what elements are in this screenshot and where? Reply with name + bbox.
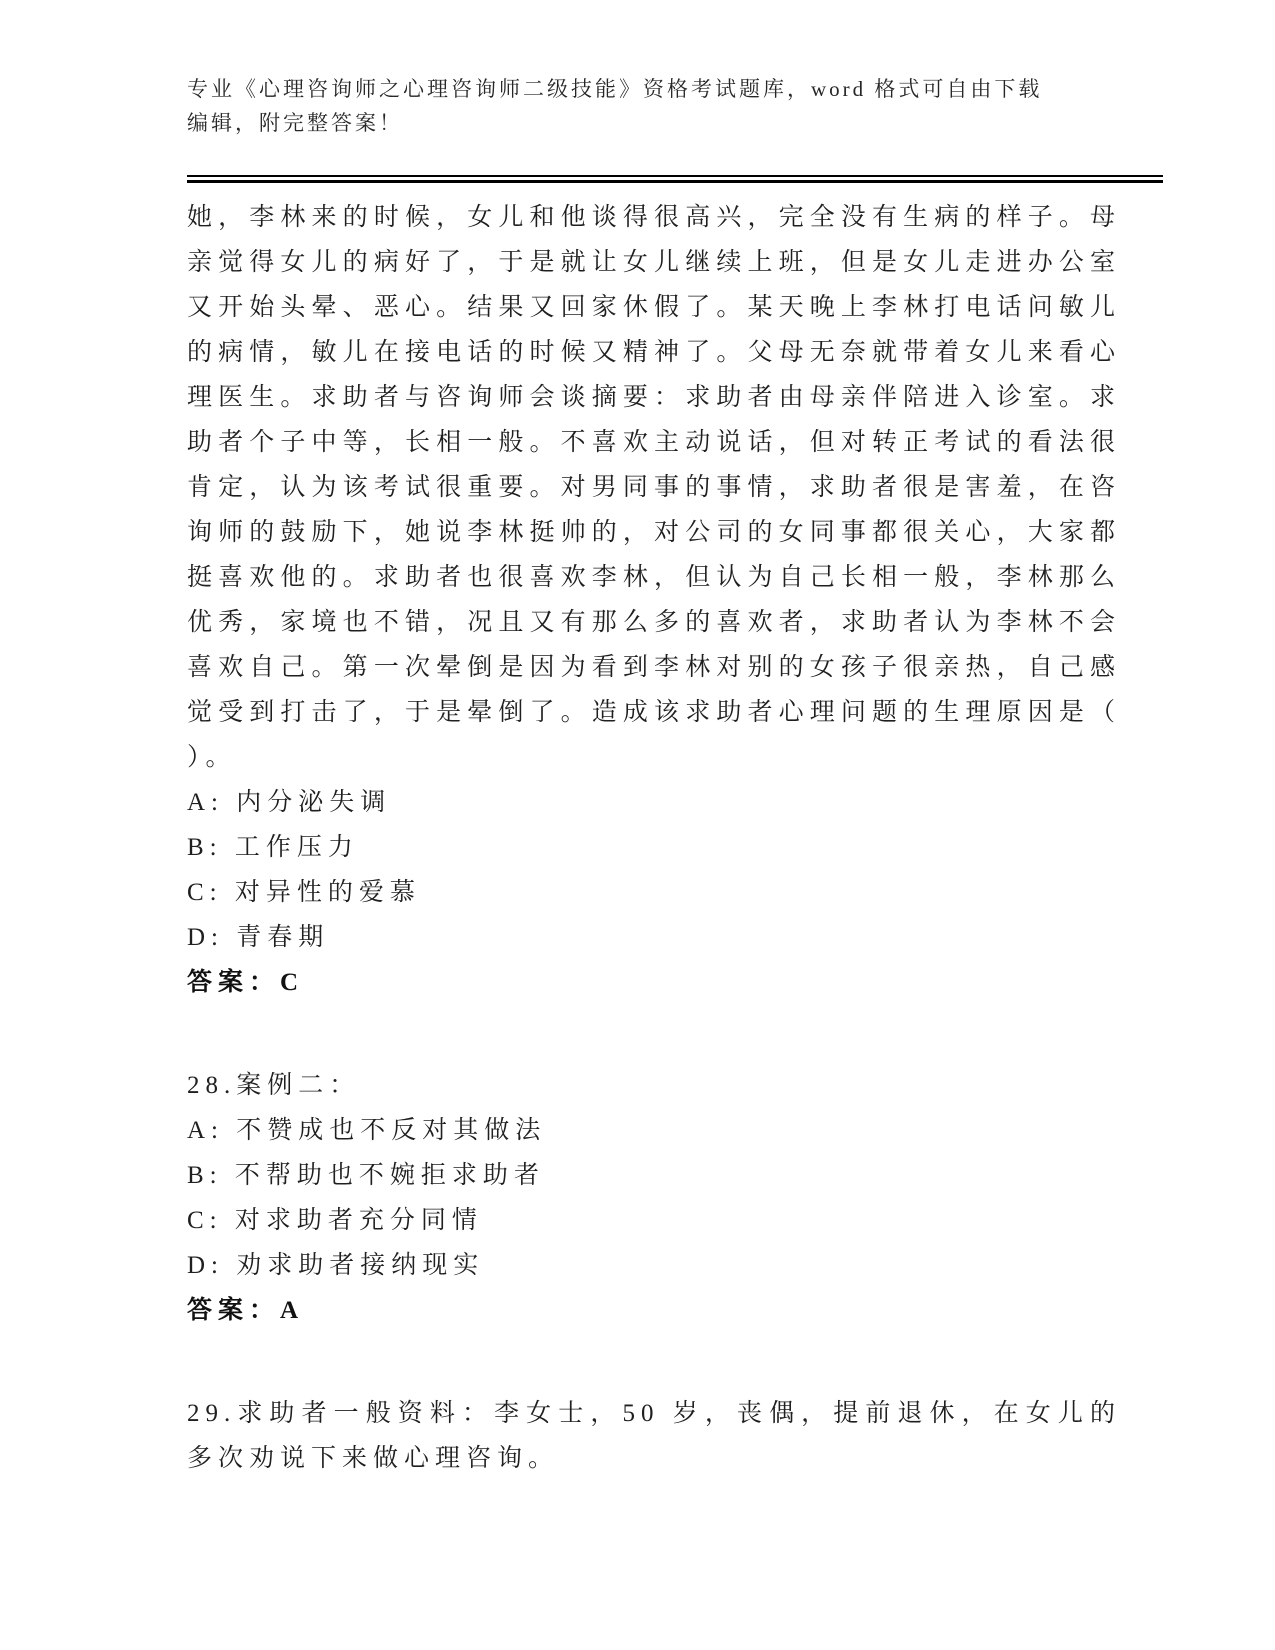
question-27-option-d: D: 青春期: [187, 924, 330, 951]
page-header: [187, 0, 1121, 140]
question-27-answer: 答案：C: [187, 969, 305, 996]
page-content: [187, 0, 1163, 1481]
header-rule: [187, 175, 1163, 183]
question-28-number: 28.: [187, 1072, 237, 1099]
question-28-option-d: D: 劝求助者接纳现实: [187, 1252, 485, 1279]
question-29-text: [187, 1391, 1121, 1481]
question-28-answer: 答案：A: [187, 1297, 305, 1324]
question-28-option-c: C: 对求助者充分同情: [187, 1207, 483, 1234]
question-28-option-a: A: 不赞成也不反对其做法: [187, 1117, 547, 1144]
question-28-label: 案例二：: [236, 1072, 361, 1099]
question-29-body: 求助者一般资料：李女士，50 岁，丧偶，提前退休，在女儿的多次劝说下来做心理咨询。: [187, 1400, 1121, 1472]
question-27-option-c: C: 对异性的爱慕: [187, 879, 421, 906]
question-27-continuation-text: 她，李林来的时候，女儿和他谈得很高兴，完全没有生病的样子。母亲觉得女儿的病好了，于是就让女儿继续上班，但是女儿走进办公室又开始头晕、恶心。结果又回家休假了。某天晚上李林打电话问敏儿的病情，敏儿在接电话的时候又精神了。父母无奈就带着女儿来看心理医生。求助者与咨询师会谈摘要：求助者由母亲伴陪进入诊室。求助者个子中等，长相一般。不喜欢主动说话，但对转正考试的看法很肯定，认为该考试很重要。对男同事的事情，求助者很是害羞，在咨询师的鼓励下，她说李林挺帅的，对公司的女同事都很关心，大家都挺喜欢他的。求助者也很喜欢李林，但认为自己长相一般，李林那么优秀，家境也不错，况且又有那么多的喜欢者，求助者认为李林不会喜欢自己。第一次晕倒是因为看到李林对别的女孩子很亲热，自己感觉受到打击了，于是晕倒了。造成该求助者心理问题的生理原因是（ ）。: [187, 204, 1121, 771]
question-27-option-b: B: 工作压力: [187, 834, 359, 861]
question-28-title: [187, 1063, 1121, 1108]
header-line-2: 编辑，附完整答案！: [187, 111, 403, 135]
question-28-option-b: B: 不帮助也不婉拒求助者: [187, 1162, 545, 1189]
header-line-1: 专业《心理咨询师之心理咨询师二级技能》资格考试题库，word 格式可自由下载: [187, 77, 1043, 101]
question-27-option-a: A: 内分泌失调: [187, 789, 392, 816]
question-29-number: 29.: [187, 1400, 237, 1427]
